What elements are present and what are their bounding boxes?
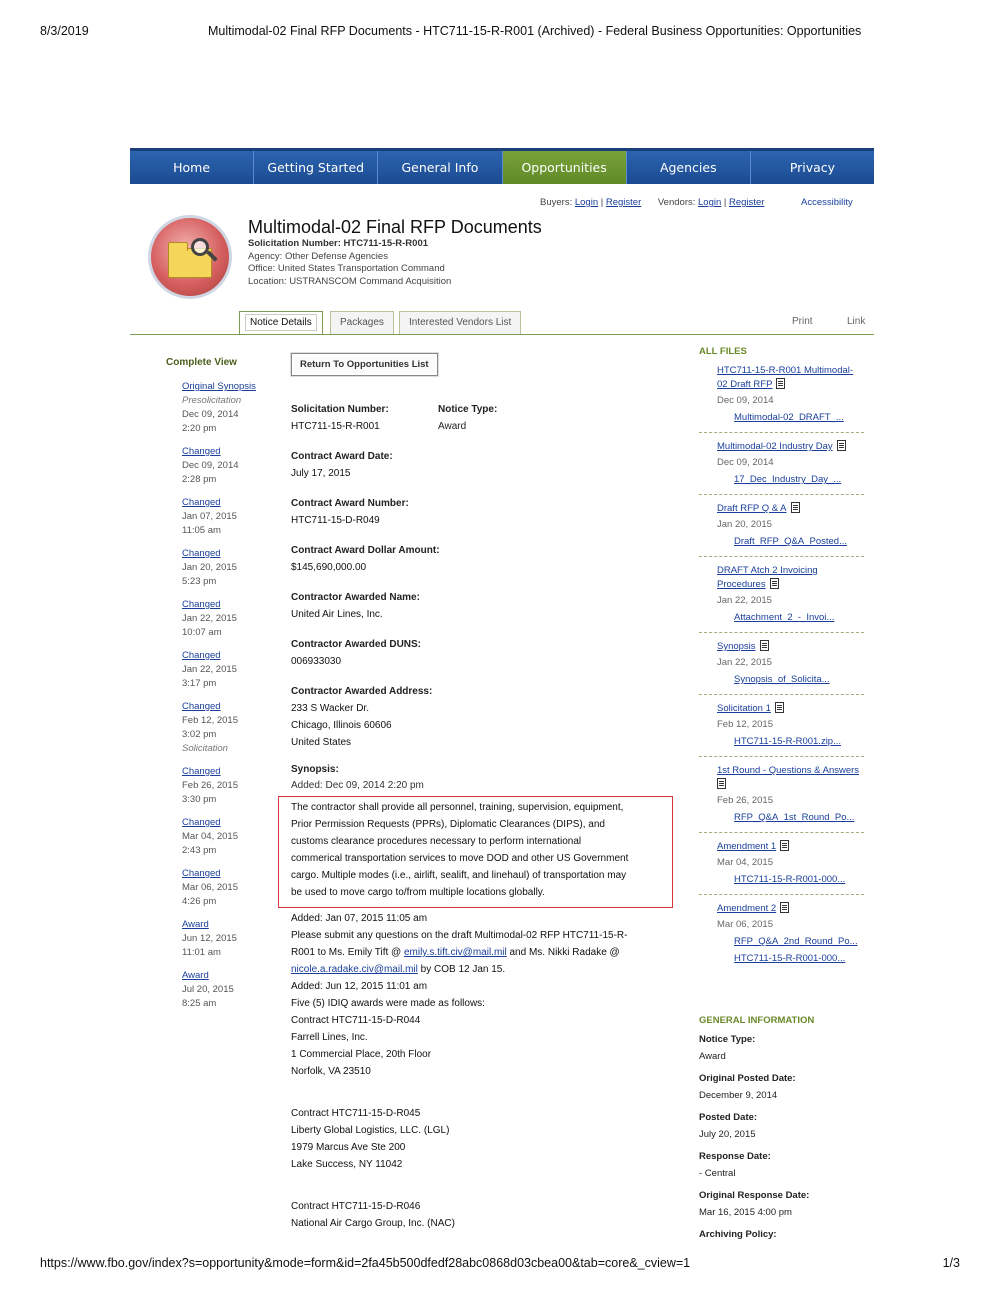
email-link-radake[interactable]: nicole.a.radake.civ@mail.mil [291,964,418,975]
awardee-name-value: United Air Lines, Inc. [291,609,383,620]
buyers-label: Buyers: [540,197,573,208]
solicitation-number-meta: Solicitation Number: HTC711-15-R-R001 [248,238,429,249]
questions-text: and Ms. Nikki Radake @ [506,947,620,958]
file-title-text: Synopsis [717,641,756,652]
questions-line: Please submit any questions on the draft Multimodal-02 RFP HTC711-15-R- [291,930,628,941]
history-entry [182,969,282,1011]
history-date: Mar 04, 2015 [182,831,238,842]
file-title-text: Solicitation 1 [717,703,771,714]
gi-response-label: Response Date: [699,1151,771,1162]
address-field [291,683,432,751]
gi-original-posted-label: Original Posted Date: [699,1073,796,1084]
duns-field [291,636,421,670]
history-entry [182,380,282,436]
gi-notice-type-value: Award [699,1051,726,1062]
all-files-panel [699,346,864,973]
document-icon [760,640,769,651]
document-icon [717,778,726,789]
history-entry [182,496,282,538]
print-title: Multimodal-02 Final RFP Documents - HTC711-15-R-R001 (Archived) - Federal Business Opportunities: Opportunities [208,24,862,38]
notice-type-field [438,401,497,435]
history-date: Jan 20, 2015 [182,562,237,573]
award-line: 1979 Marcus Ave Ste 200 [291,1142,406,1153]
history-link[interactable]: Changed [182,766,221,777]
award-line: Contract HTC711-15-D-R045 [291,1108,421,1119]
page-number: 1/3 [942,1256,960,1270]
document-icon [791,502,800,513]
file-title-link[interactable] [717,578,864,592]
vendors-login-link[interactable]: Login [698,197,722,208]
link-link[interactable]: Link [847,316,866,327]
history-type: Solicitation [182,743,228,754]
history-entry [182,765,282,807]
history-link[interactable]: Changed [182,817,221,828]
file-item [699,836,864,895]
history-date: Dec 09, 2014 [182,409,239,420]
history-date: Dec 09, 2014 [182,460,239,471]
file-download-link[interactable]: HTC711-15-R-R001.zip... [734,736,842,747]
tab-notice-details[interactable] [239,311,323,335]
complete-view-heading: Complete View [166,357,237,368]
tab-notice-details-label: Notice Details [245,314,317,331]
history-entry [182,649,282,691]
awardee-name-label: Contractor Awarded Name: [291,592,420,603]
buyers-login-link[interactable]: Login [574,197,599,208]
general-information-panel [699,1012,869,1243]
address-line: United States [291,737,352,748]
return-to-list-button[interactable]: Return To Opportunities List [291,353,438,376]
history-link[interactable]: Award [182,970,209,981]
gi-original-posted-value: December 9, 2014 [699,1090,778,1101]
file-item [699,360,864,433]
file-title-link[interactable]: DRAFT Atch 2 Invoicing [717,565,818,576]
history-link[interactable]: Changed [182,701,221,712]
file-download-link[interactable]: HTC711-15-R-R001-000... [734,953,846,964]
account-links [540,197,853,208]
synopsis-label: Synopsis: [291,764,339,775]
history-link[interactable]: Changed [182,868,221,879]
history-time: 3:17 pm [182,678,217,689]
solicitation-label: Solicitation Number: [291,404,389,415]
file-title-link[interactable]: 1st Round - Questions & Answers [717,765,860,776]
history-entry [182,918,282,960]
award-line: 1 Commercial Place, 20th Floor [291,1049,432,1060]
page-title: Multimodal-02 Final RFP Documents [248,217,542,237]
file-item [699,760,864,833]
file-date: Jan 22, 2015 [717,595,772,606]
file-date: Feb 26, 2015 [717,795,773,806]
file-item [699,498,864,557]
gi-notice-type-label: Notice Type: [699,1034,756,1045]
history-time: 4:26 pm [182,896,217,907]
agency-meta: Agency: Other Defense Agencies [248,250,388,262]
accessibility-link[interactable]: Accessibility [801,197,853,208]
gi-archiving-label: Archiving Policy: [699,1229,777,1240]
questions-line [291,944,681,961]
file-item [699,636,864,695]
award-line: Lake Success, NY 11042 [291,1159,403,1170]
nav-general-info[interactable]: General Info [378,151,502,184]
history-link[interactable]: Changed [182,650,221,661]
address-label: Contractor Awarded Address: [291,686,433,697]
history-link[interactable]: Original Synopsis [182,381,256,392]
award-number-field [291,495,409,529]
address-line: 233 S Wacker Dr. [291,703,369,714]
file-title-text: Procedures [717,579,766,590]
gi-original-response-value: Mar 16, 2015 4:00 pm [699,1207,792,1218]
separator: | [600,197,604,208]
solicitation-field [291,401,389,435]
questions-line [291,961,681,978]
synopsis-line: customs clearance procedures necessary to perform international [291,836,582,847]
print-header [40,24,960,40]
file-download-link[interactable]: Synopsis_of_Solicita... [734,674,830,685]
history-link[interactable]: Changed [182,497,221,508]
file-item [699,698,864,757]
award-number-value: HTC711-15-D-R049 [291,515,380,526]
file-download-link[interactable]: 17_Dec_Industry_Day_... [734,474,842,485]
synopsis-body [291,910,681,1232]
file-title-text: Amendment 2 [717,903,777,914]
file-title-link[interactable] [717,840,864,854]
duns-label: Contractor Awarded DUNS: [291,639,422,650]
print-date: 8/3/2019 [40,24,89,38]
history-time: 5:23 pm [182,576,217,587]
gi-posted-label: Posted Date: [699,1112,758,1123]
file-title-link[interactable] [717,640,864,654]
file-download-link[interactable]: Attachment_2_-_Invoi... [734,612,835,623]
file-download-link[interactable]: Draft_RFP_Q&A_Posted... [734,536,847,547]
award-line: Norfolk, VA 23510 [291,1066,371,1077]
synopsis-line: commerical transportation services to move DOD and other US Government [291,853,629,864]
synopsis-added: Added: Dec 09, 2014 2:20 pm [291,780,424,791]
notice-type-label: Notice Type: [438,404,498,415]
office-meta: Office: United States Transportation Command [248,263,445,274]
file-date: Mar 04, 2015 [717,857,773,868]
file-title-link[interactable] [717,778,864,792]
history-link[interactable]: Changed [182,599,221,610]
file-title-link[interactable] [717,702,864,716]
nav-getting-started[interactable]: Getting Started [254,151,378,184]
synopsis-line: be used to move cargo to/from multiple locations globally. [291,887,545,898]
vendors-register-link[interactable]: Register [729,197,765,208]
history-time: 11:01 am [182,947,221,958]
added-timestamp: Added: Jan 07, 2015 11:05 am [291,913,428,924]
document-icon [776,378,785,389]
file-title-link[interactable] [717,902,864,916]
history-date: Jan 07, 2015 [182,511,237,522]
award-line: Contract HTC711-15-D-R046 [291,1201,421,1212]
file-item [699,898,864,973]
awards-intro: Five (5) IDIQ awards were made as follows: [291,998,485,1009]
file-title-link[interactable] [717,502,864,516]
document-icon [775,702,784,713]
file-date: Dec 09, 2014 [717,457,774,468]
synopsis-highlight-box [278,796,673,908]
file-download-link[interactable]: RFP_Q&A_1st_Round_Po... [734,812,855,823]
history-time: 3:30 pm [182,794,217,805]
general-info-heading: GENERAL INFORMATION [699,1015,815,1026]
history-entry [182,547,282,589]
award-amount-label: Contract Award Dollar Amount: [291,545,440,556]
file-item [699,436,864,495]
file-title-link[interactable] [717,440,864,454]
file-title-text: 02 Draft RFP [717,379,773,390]
history-time: 8:25 am [182,998,217,1009]
file-download-link[interactable]: HTC711-15-R-R001-000... [734,874,846,885]
synopsis-line: The contractor shall provide all personnel, training, supervision, equipment, [291,802,624,813]
history-date: Feb 12, 2015 [182,715,238,726]
history-date: Jul 20, 2015 [182,984,234,995]
opportunity-folder-icon [148,215,232,299]
history-time: 10:07 am [182,627,222,638]
history-entry [182,867,282,909]
file-date: Jan 22, 2015 [717,657,772,668]
solicitation-value: HTC711-15-R-R001 [291,421,380,432]
questions-text: by COB 12 Jan 15. [417,964,506,975]
history-link[interactable]: Changed [182,548,221,559]
address-line: Chicago, Illinois 60606 [291,720,392,731]
file-download-link[interactable]: Multimodal-02_DRAFT_... [734,412,844,423]
history-time: 2:28 pm [182,474,217,485]
nav-agencies[interactable]: Agencies [627,151,751,184]
print-footer [40,1256,960,1272]
document-icon [780,840,789,851]
file-date: Dec 09, 2014 [717,395,774,406]
award-amount-field [291,542,440,576]
document-icon [770,578,779,589]
file-date: Mar 06, 2015 [717,919,773,930]
print-url: https://www.fbo.gov/index?s=opportunity&mode=form&id=2fa45b500dfedf28abc0868d03cbea00&tab=core&_cview=1 [40,1256,691,1270]
nav-privacy[interactable]: Privacy [751,151,874,184]
nav-home[interactable]: Home [130,151,254,184]
history-date: Jan 22, 2015 [182,664,237,675]
file-title-text: Draft RFP Q & A [717,503,787,514]
document-icon [780,902,789,913]
history-date: Jan 22, 2015 [182,613,237,624]
history-entry [182,700,282,756]
tabs-divider [130,334,874,335]
history-time: 2:43 pm [182,845,217,856]
award-date-label: Contract Award Date: [291,451,393,462]
file-title-text: Amendment 1 [717,841,777,852]
print-link[interactable]: Print [792,316,813,327]
location-meta: Location: USTRANSCOM Command Acquisition [248,275,452,287]
added-timestamp: Added: Jun 12, 2015 11:01 am [291,981,428,992]
email-link-tift[interactable]: emily.s.tift.civ@mail.mil [403,947,507,958]
notice-type-value: Award [438,421,467,432]
history-time: 11:05 am [182,525,221,536]
history-entry [182,445,282,487]
award-date-field [291,448,393,482]
synopsis-line: Prior Permission Requests (PPRs), Diplomatic Clearances (DIPS), and [291,819,605,830]
history-time: 3:02 pm [182,729,217,740]
history-date: Feb 26, 2015 [182,780,238,791]
history-entry [182,816,282,858]
award-amount-value: $145,690,000.00 [291,562,367,573]
questions-text: R001 to Ms. Emily Tift @ [291,947,404,958]
file-title-link[interactable] [717,378,864,392]
tab-packages[interactable]: Packages [330,311,394,334]
award-line: Liberty Global Logistics, LLC. (LGL) [291,1125,450,1136]
duns-value: 006933030 [291,656,342,667]
history-list [182,380,282,1020]
buyers-register-link[interactable]: Register [605,197,642,208]
file-download-link[interactable]: RFP_Q&A_2nd_Round_Po... [734,936,858,947]
spacer [291,1173,681,1198]
award-line: Farrell Lines, Inc. [291,1032,368,1043]
history-type: Presolicitation [182,395,242,406]
all-files-heading: ALL FILES [699,346,747,357]
award-date-value: July 17, 2015 [291,468,351,479]
gi-posted-value: July 20, 2015 [699,1129,756,1140]
history-link[interactable]: Award [182,919,209,930]
vendors-label: Vendors: [657,197,696,208]
history-entry [182,598,282,640]
history-date: Jun 12, 2015 [182,933,237,944]
main-nav [130,148,874,184]
award-number-label: Contract Award Number: [291,498,409,509]
file-date: Jan 20, 2015 [717,519,772,530]
file-title-text: Multimodal-02 Industry Day [717,441,833,452]
tab-interested-vendors[interactable]: Interested Vendors List [399,311,521,334]
document-icon [837,440,846,451]
gi-response-value: - Central [699,1168,736,1179]
synopsis-line: cargo. Multiple modes (i.e., airlift, sealift, and linehaul) of transportation may [291,870,627,881]
file-title-link[interactable]: HTC711-15-R-R001 Multimodal- [717,365,854,376]
file-date: Feb 12, 2015 [717,719,773,730]
nav-opportunities[interactable]: Opportunities [503,151,627,184]
history-time: 2:20 pm [182,423,217,434]
history-date: Mar 06, 2015 [182,882,238,893]
gi-original-response-label: Original Response Date: [699,1190,810,1201]
file-item [699,560,864,633]
award-line: National Air Cargo Group, Inc. (NAC) [291,1218,455,1229]
separator: | [723,197,727,208]
history-link[interactable]: Changed [182,446,221,457]
awardee-name-field [291,589,420,623]
award-line: Contract HTC711-15-D-R044 [291,1015,421,1026]
notice-meta [248,238,451,288]
spacer [291,1080,681,1105]
